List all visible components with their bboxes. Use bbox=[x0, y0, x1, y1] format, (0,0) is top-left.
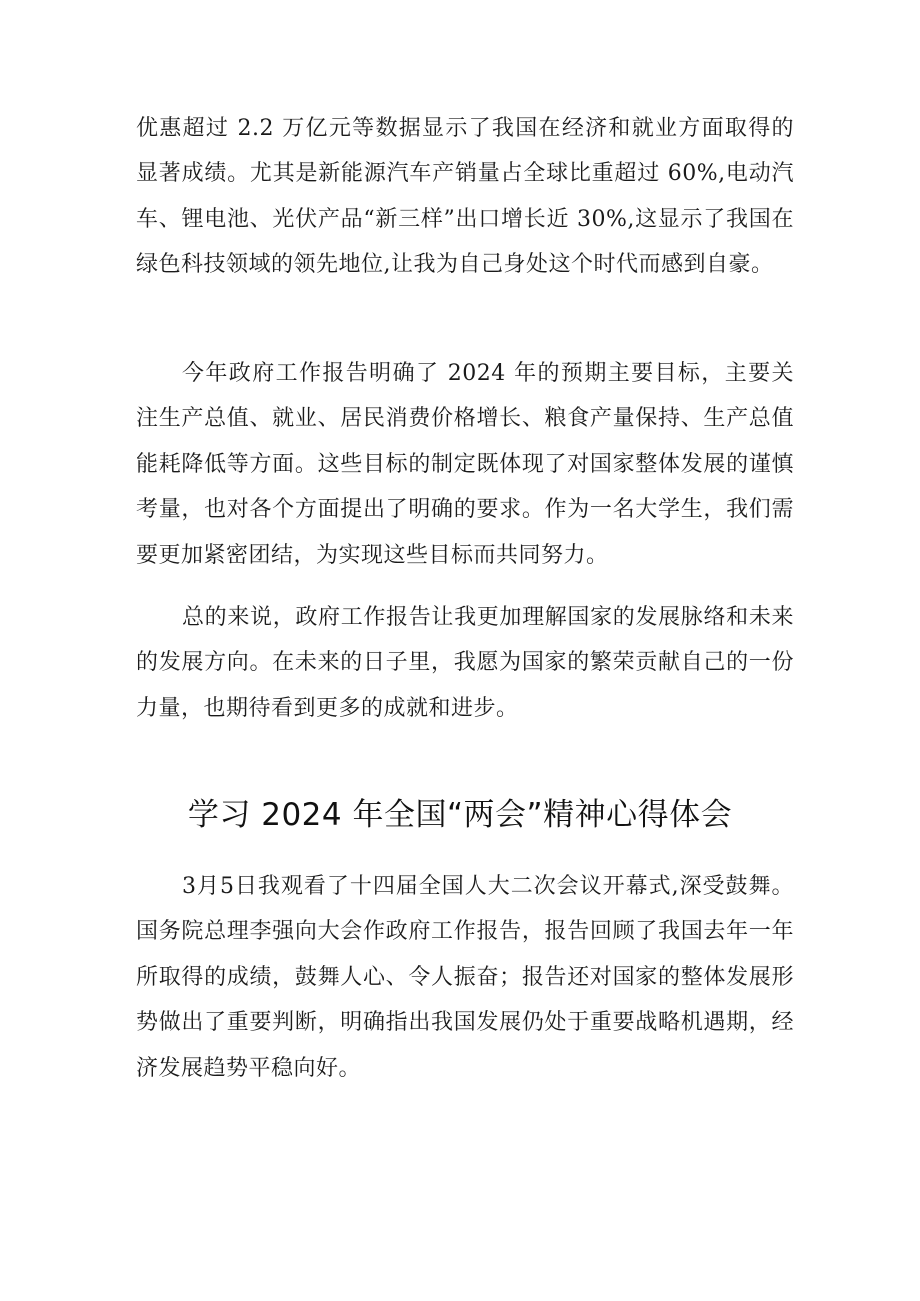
paragraph-report-goals: 今年政府工作报告明确了 2024 年的预期主要目标，主要关注生产总值、就业、居民消费价格增长、粮食产量保持、生产总值能耗降低等方面。这些目标的制定既体现了对国家整体发展的谨慎考量，也对各个方面提出了明确的要求。作为一名大学生，我们需要更加紧密团结，为实现这些目标而共同努力。 bbox=[136, 361, 794, 568]
paragraph-conclusion: 总的来说，政府工作报告让我更加理解国家的发展脉络和未来的发展方向。在未来的日子里，我愿为国家的繁荣贡献自己的一份力量，也期待看到更多的成就和进步。 bbox=[136, 605, 794, 721]
section-title: 学习 2024 年全国“两会”精神心得体会 bbox=[187, 797, 733, 833]
paragraph-continued: 优惠超过 2.2 万亿元等数据显示了我国在经济和就业方面取得的显著成绩。尤其是新能源汽车产销量占全球比重超过 60%,电动汽车、锂电池、光伏产品“新三样”出口增长近 30%,这显示了我国在绿色科技领域的领先地位,让我为自己身处这个时代而感到自豪。 bbox=[136, 116, 794, 278]
paragraph-section-intro: 3月5日我观看了十四届全国人大二次会议开幕式,深受鼓舞。国务院总理李强向大会作政府工作报告，报告回顾了我国去年一年所取得的成绩，鼓舞人心、令人振奋；报告还对国家的整体发展形势做出了重要判断，明确指出我国发展仍处于重要战略机遇期，经济发展趋势平稳向好。 bbox=[136, 874, 794, 1081]
